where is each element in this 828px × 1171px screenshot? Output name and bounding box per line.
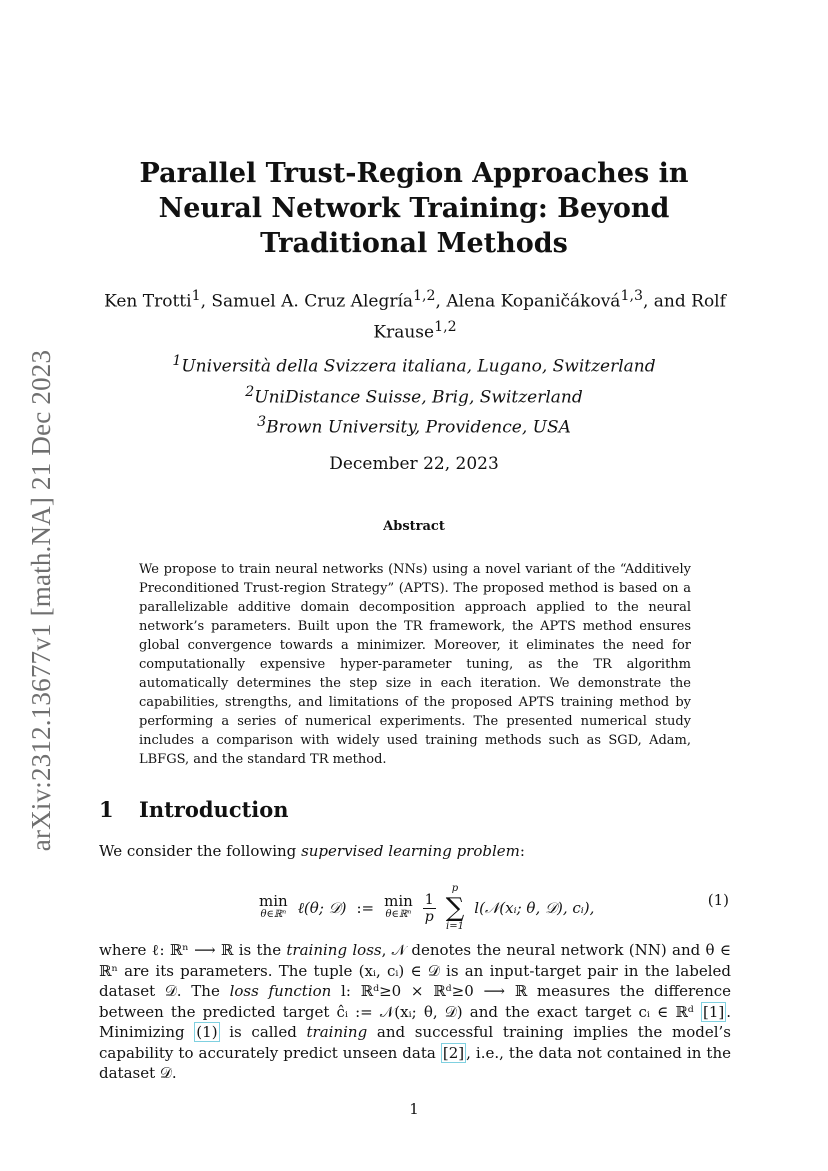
affiliation-marker: 1 — [172, 353, 182, 369]
sum-lower-limit: i=1 — [446, 921, 464, 932]
section-number: 1 — [99, 797, 114, 822]
sum-symbol: ∑ — [445, 893, 465, 923]
abstract-heading: Abstract — [383, 519, 445, 534]
equation-reference-link[interactable]: (1) — [196, 1023, 218, 1041]
affiliation-marker: 2 — [245, 383, 255, 400]
author-name: Samuel A. Cruz Alegría — [211, 291, 414, 312]
publication-date: December 22, 2023 — [329, 454, 499, 474]
sum-upper-limit: p — [451, 883, 459, 894]
affiliation-list — [100, 349, 728, 441]
author-affiliation-marker: 1,2 — [434, 318, 457, 335]
page-number: 1 — [409, 1100, 419, 1118]
intro-suffix: : — [519, 842, 525, 860]
affiliation-text: Brown University, Providence, USA — [266, 417, 571, 438]
min-operator — [384, 894, 413, 922]
section-title: Introduction — [139, 797, 289, 822]
summation — [446, 883, 465, 933]
fraction — [423, 892, 436, 925]
equation-number: (1) — [707, 891, 729, 909]
abstract-text: We propose to train neural networks (NNs) using a novel variant of the “Additively Preconditioned Trust-region Strategy” (APTS). The proposed method is based on a parallelizable additive domain decomposition approach applied to the neural network’s parameters. Built upon the TR framework, the APTS method ensures global convergence towards a minimizer. Moreover, it eliminates the need for computationally expensive hyper-parameter tuning, as the TR algorithm automatically determines the step size in each iteration. We demonstrate the capabilities, strengths, and limitations of the proposed APTS training method by performing a series of numerical experiments. The presented numerical study includes a comparison with widely used training methods such as SGD, Adam, LBFGS, and the standard TR method. — [139, 562, 691, 767]
author-affiliation-marker: 1,3 — [620, 288, 643, 304]
equation-1 — [99, 875, 731, 932]
body-text: where ℓ: ℝⁿ ⟶ ℝ is the — [99, 941, 287, 959]
intro-prefix: We consider the following — [99, 842, 302, 860]
body-emphasis: training loss — [286, 941, 382, 959]
affiliation-marker: 3 — [257, 414, 267, 431]
affiliation-text: UniDistance Suisse, Brig, Switzerland — [254, 387, 583, 408]
equation-defeq: := — [356, 899, 375, 917]
body-paragraph — [99, 940, 731, 1084]
affiliation-text: Università della Svizzera italiana, Lugano, Switzerland — [181, 356, 656, 377]
author-separator: , — [200, 291, 212, 312]
citation-link[interactable]: [1] — [702, 1002, 725, 1021]
citation-link[interactable]: [2] — [442, 1043, 465, 1062]
min-subscript: θ∈ℝⁿ — [260, 909, 287, 920]
equation-summand: l(𝒩(xᵢ; θ, 𝒟), cᵢ), — [474, 899, 595, 917]
author-affiliation-marker: 1 — [191, 288, 201, 304]
body-text: and successful training implies the model’s capability to accurately predict unseen data — [99, 1023, 731, 1062]
arxiv-identifier-text: arXiv:2312.13677v1 [math.NA] 21 Dec 2023 — [26, 349, 57, 851]
fraction-numerator: 1 — [424, 891, 434, 908]
affiliation-line — [100, 410, 728, 441]
affiliation-line — [100, 380, 728, 411]
author-affiliation-marker: 1,2 — [413, 288, 436, 304]
min-subscript: θ∈ℝⁿ — [385, 909, 412, 920]
author-separator: , — [435, 291, 447, 312]
body-text: , 𝒩 denotes the neural network (NN) and θ ∈ ℝⁿ are its parameters. The tuple (xᵢ, cᵢ) ∈ 𝒟 is an input-target pair in the labeled dataset 𝒟. The — [99, 941, 731, 1000]
body-text: . Minimizing — [99, 1002, 731, 1041]
arxiv-identifier-stamp — [22, 340, 62, 860]
section-heading — [99, 797, 289, 822]
body-text: l: ℝᵈ≥0 × ℝᵈ≥0 ⟶ ℝ measures the difference between the predicted target ĉᵢ := 𝒩(xᵢ; θ, 𝒟) and the exact target cᵢ ∈ ℝᵈ — [99, 982, 732, 1021]
author-name: Ken Trotti — [104, 291, 192, 312]
min-label: min — [384, 892, 413, 910]
author-name: Alena Kopaničáková — [446, 291, 621, 312]
equation-lhs: ℓ(θ; 𝒟) — [297, 898, 347, 917]
author-separator: , and — [642, 291, 692, 312]
affiliation-line — [100, 349, 728, 380]
fraction-denominator: p — [424, 908, 434, 925]
author-name: Rolf Krause — [373, 291, 726, 343]
body-text: is called — [219, 1023, 307, 1041]
body-emphasis: loss function — [229, 982, 332, 1000]
intro-emphasis: supervised learning problem — [301, 842, 520, 860]
min-label: min — [259, 892, 288, 910]
author-list — [95, 284, 735, 345]
body-text: , i.e., the data not contained in the dataset 𝒟. — [99, 1043, 731, 1082]
paper-title: Parallel Trust-Region Approaches in Neural Network Training: Beyond Traditional Methods — [139, 158, 689, 259]
body-emphasis: training — [306, 1023, 368, 1041]
intro-sentence — [99, 841, 731, 861]
min-operator — [259, 894, 288, 922]
equation-formula — [259, 883, 594, 933]
